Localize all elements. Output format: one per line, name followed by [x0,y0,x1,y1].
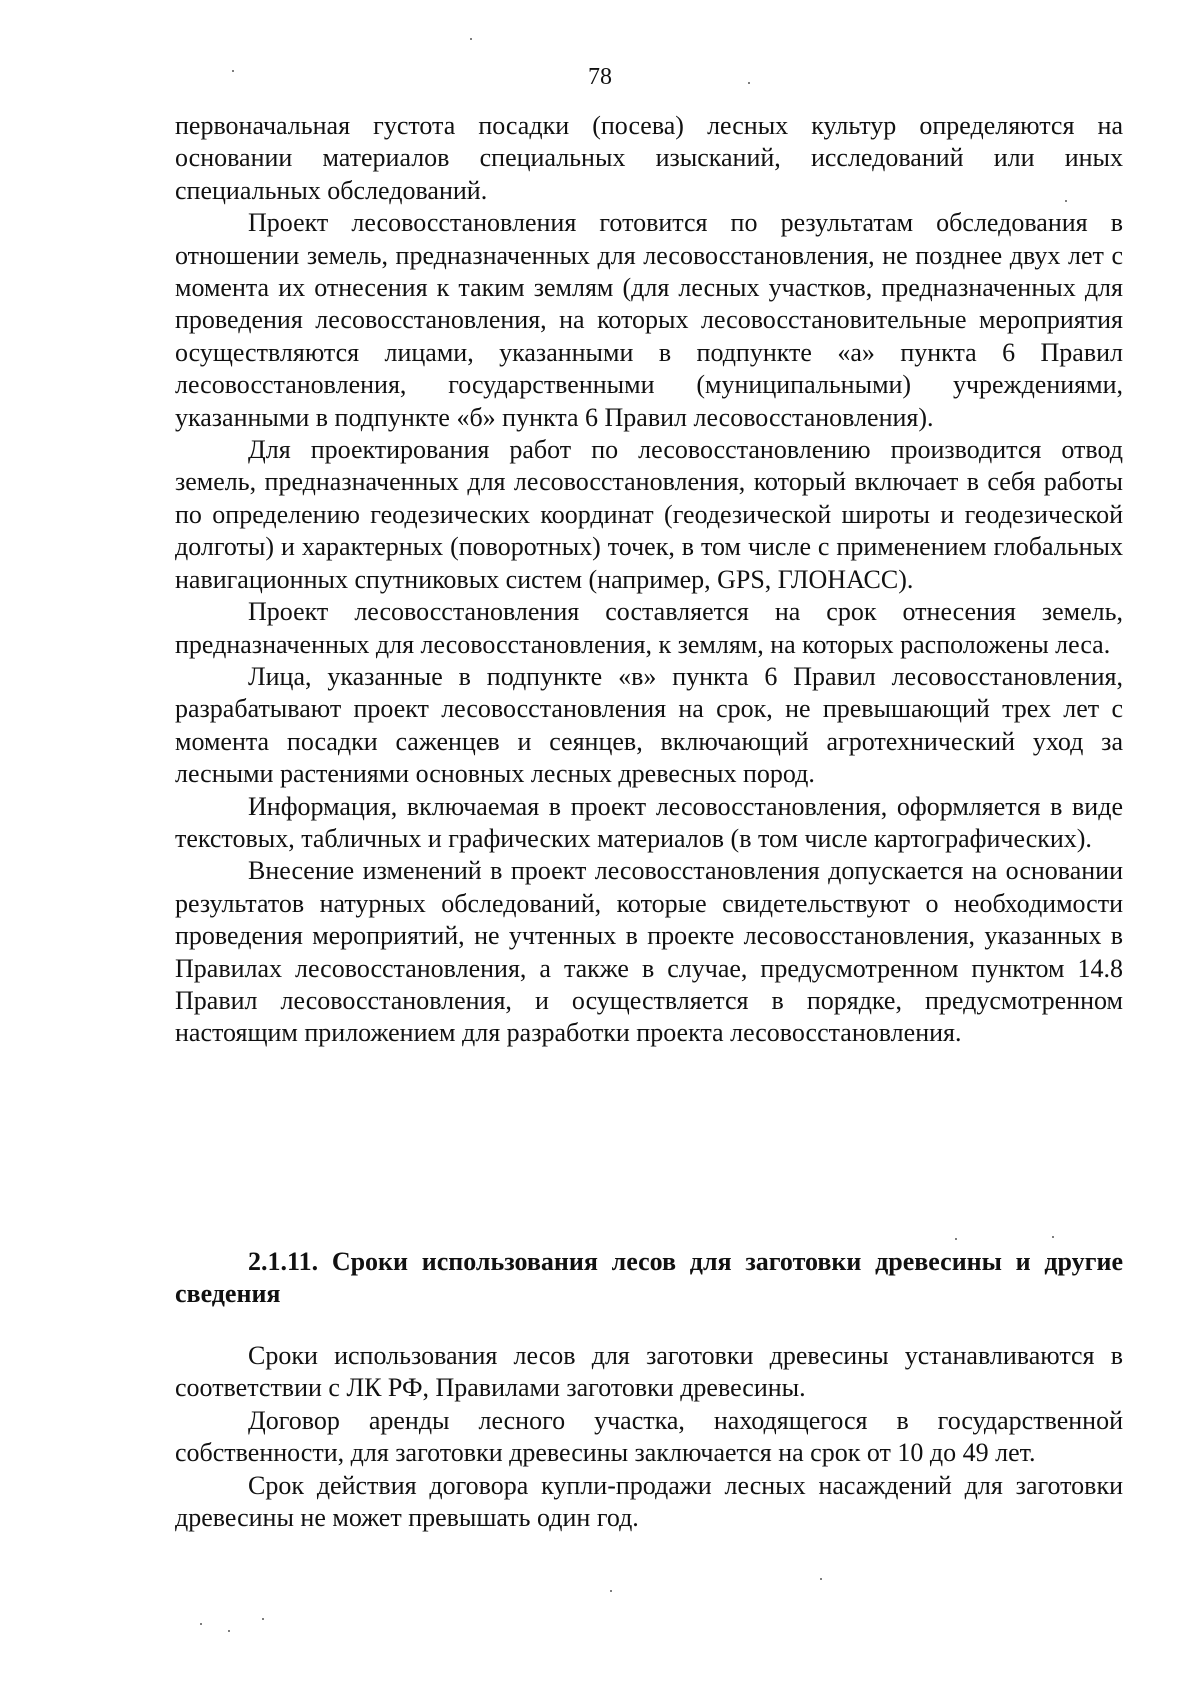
scan-speck [228,1630,230,1632]
paragraph: Проект лесовосстановления составляется на срок отнесения земель, предназначенных для лесовосстановления, к землям, на которых расположены леса. [175,597,1123,659]
paragraph: Внесение изменений в проект лесовосстановления допускается на основании результатов натурных обследований, которые свидетельствуют о необходимости проведения мероприятий, не учтенных в проекте лесовосстановления, указанных в Правилах лесовосстановления, а также в случае, предусмотренном пунктом 14.8 Правил лесовосстановления, и осуществляется в порядке, предусмотренном настоящим приложением для разработки проекта лесовосстановления. [175,856,1123,1048]
scan-speck [955,1238,957,1240]
scan-speck [262,1618,264,1620]
section-heading [175,1246,1123,1311]
section-text [175,1340,1123,1534]
paragraph: Для проектирования работ по лесовосстановлению производится отвод земель, предназначенных для лесовосстановления, который включает в себя работы по определению геодезических координат (геодезической широты и геодезической долготы) и характерных (поворотных) точек, в том числе с применением глобальных навигационных спутниковых систем (например, GPS, ГЛОНАСС). [175,435,1123,594]
scan-speck [1052,1236,1054,1238]
section-title: Сроки использования лесов для заготовки древесины и другие сведения [175,1247,1123,1309]
scan-speck [1065,200,1067,202]
paragraph: Информация, включаемая в проект лесовосстановления, оформляется в виде текстовых, табличных и графических материалов (в том числе картографических). [175,791,1123,853]
paragraph: Договор аренды лесного участка, находящегося в государственной собственности, для заготовки древесины заключается на срок от 10 до 49 лет. [175,1405,1123,1468]
paragraph: Срок действия договора купли-продажи лесных насаждений для заготовки древесины не может превышать один год. [175,1470,1123,1533]
scan-speck [200,1623,202,1625]
scan-speck [748,82,750,84]
section-number: 2.1.11. [248,1247,319,1276]
body-text [175,110,1123,1050]
paragraph: Сроки использования лесов для заготовки древесины устанавливаются в соответствии с ЛК РФ, Правилами заготовки древесины. [175,1341,1123,1403]
scan-speck [610,1590,612,1592]
paragraph-continuation: первоначальная густота посадки (посева) лесных культур определяются на основании материалов специальных изысканий, исследований или иных специальных обследований. [175,111,1123,205]
paragraph: Лица, указанные в подпункте «в» пункта 6 Правил лесовосстановления, разрабатывают проект лесовосстановления на срок, не превышающий трех лет с момента посадки саженцев и сеянцев, включающий агротехнический уход за лесными растениями основных лесных древесных пород. [175,661,1123,789]
scan-speck [232,70,234,72]
scan-speck [470,38,472,40]
scan-speck [820,1578,822,1580]
page-number: 78 [588,64,612,90]
paragraph: Проект лесовосстановления готовится по результатам обследования в отношении земель, предназначенных для лесовосстановления, не позднее двух лет с момента их отнесения к таким землям (для лесных участков, предназначенных для проведения лесовосстановления, на которых лесовосстановительные мероприятия осуществляются лицами, указанными в подпункте «а» пункта 6 Правил лесовосстановления, государственными (муниципальными) учреждениями, указанными в подпункте «б» пункта 6 Правил лесовосстановления). [175,208,1123,432]
